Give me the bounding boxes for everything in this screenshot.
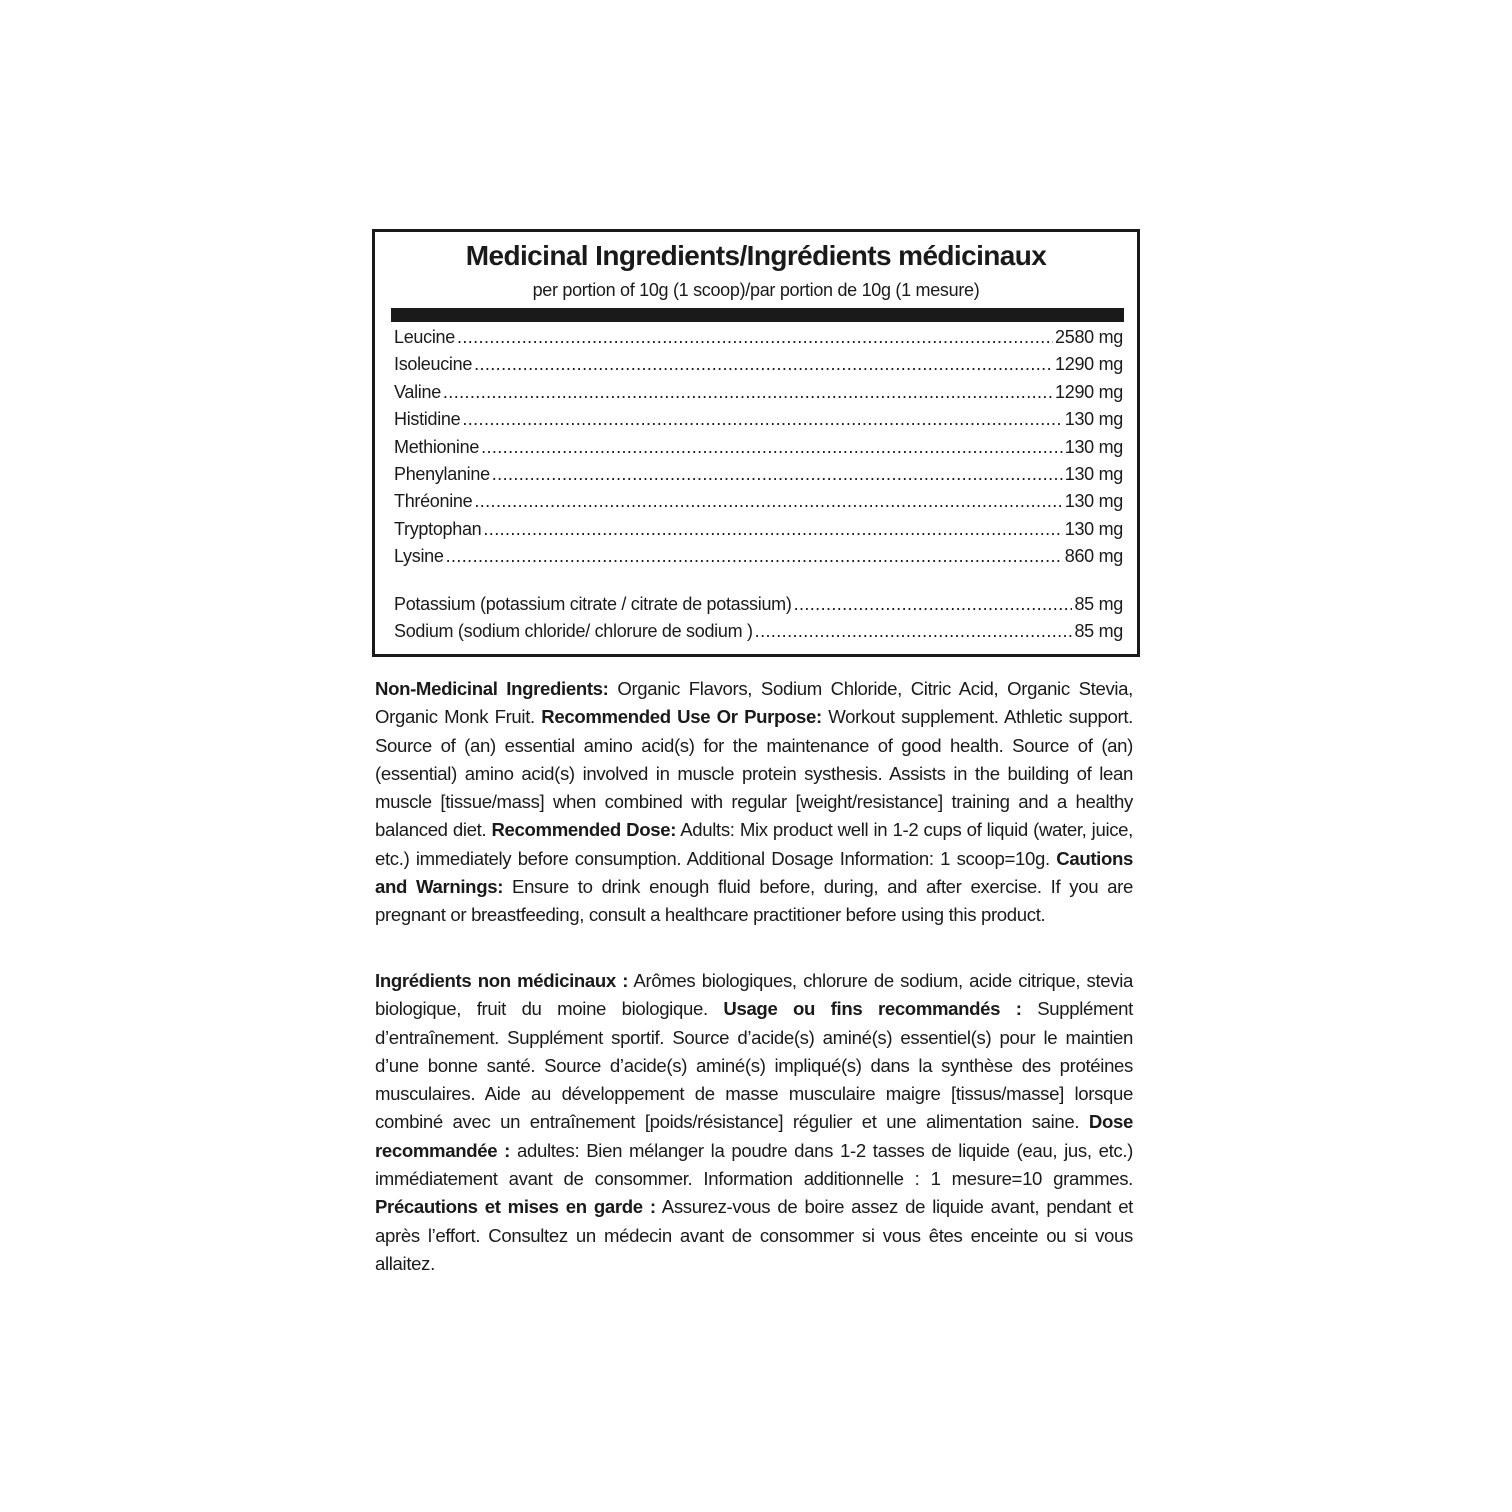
dot-leader <box>483 519 1062 540</box>
dot-leader <box>492 464 1063 485</box>
ingredient-row <box>394 409 1123 436</box>
english-info-paragraph <box>375 675 1133 930</box>
panel-title: Medicinal Ingredients/Ingrédients médicinaux <box>465 240 1047 271</box>
ingredient-amount: 130 mg <box>1064 436 1123 457</box>
usage-text: Supplément d’entraînement. Supplément sportif. Source d’acide(s) aminé(s) essentiel(s) pour le maintien d’une bonne santé. Source d’acide(s) aminé(s) impliqué(s) dans la synthèse des protéines musculaires. Aide au développement de masse musculaire maigre [tissus/masse] lorsque combiné avec un entraînement [poids/résistance] régulier et une alimentation saine. <box>375 998 1133 1133</box>
divider-bar <box>391 308 1124 322</box>
ingredient-row <box>394 491 1123 518</box>
ingredient-amount: 860 mg <box>1064 546 1123 567</box>
usage-heading: Usage ou fins recommandés : <box>723 998 1022 1020</box>
medicinal-ingredients-panel <box>372 229 1140 657</box>
dot-leader <box>481 437 1063 458</box>
ingredient-row <box>394 464 1123 491</box>
ingredient-amount: 130 mg <box>1064 491 1123 512</box>
non-medicinal-heading: Non-Medicinal Ingredients: <box>375 678 609 699</box>
ingredient-name: Phenylanine <box>394 463 490 484</box>
ingredient-row <box>394 382 1123 409</box>
mineral-name: Potassium (potassium citrate / citrate de potassium) <box>394 594 792 614</box>
dot-leader <box>474 491 1062 512</box>
ingredient-row <box>394 519 1123 546</box>
mineral-row <box>394 594 1123 621</box>
recommended-use-heading: Recommended Use Or Purpose: <box>541 706 822 728</box>
non-medicinal-text: Organic Flavors, Sodium Chloride, Citric Acid, Organic Stevia, Organic Monk Fruit. <box>375 678 1133 728</box>
ingredient-name: Lysine <box>394 546 444 567</box>
dose-heading: Dose recommandée : <box>375 1111 1133 1161</box>
ingredients-non-medicinaux-text: Arômes biologiques, chlorure de sodium, acide citrique, stevia biologique, fruit du moine biologique. <box>375 970 1133 1020</box>
ingredient-amount: 2580 mg <box>1055 327 1123 347</box>
precautions-heading: Précautions et mises en garde : <box>375 1196 656 1218</box>
cautions-heading: Cautions and Warnings: <box>375 847 1133 898</box>
recommended-use-text: Workout supplement. Athletic support. Source of (an) essential amino acid(s) for the maintenance of good health. Source of (an) (essential) amino acid(s) involved in muscle protein systhesis. Assists in the building of lean muscle [tissue/mass] when combined with regular [weight/resistance] training and a healthy balanced diet. <box>375 706 1133 841</box>
ingredient-name: Isoleucine <box>394 354 473 375</box>
mineral-amount: 85 mg <box>1074 594 1123 614</box>
recommended-dose-text: Adults: Mix product well in 1-2 cups of liquid (water, juice, etc.) immediately before consumption. Additional Dosage Information: 1 scoop=10g. <box>375 819 1133 869</box>
mineral-name: Sodium (sodium chloride/ chlorure de sodium ) <box>394 621 753 642</box>
dot-leader <box>446 546 1063 567</box>
dot-leader <box>755 621 1073 642</box>
ingredient-row <box>394 437 1123 464</box>
ingredient-name: Histidine <box>394 409 461 430</box>
ingredient-amount: 130 mg <box>1064 409 1123 430</box>
french-info-paragraph <box>375 967 1133 1278</box>
recommended-dose-heading: Recommended Dose: <box>491 819 677 841</box>
ingredient-name: Tryptophan <box>394 518 482 539</box>
cautions-text: Ensure to drink enough fluid before, during, and after exercise. If you are pregnant or breastfeeding, consult a healthcare practitioner before using this product. <box>375 876 1133 926</box>
mineral-amount: 85 mg <box>1074 621 1123 642</box>
ingredient-amount: 130 mg <box>1064 463 1123 484</box>
precautions-text: Assurez-vous de boire assez de liquide avant, pendant et après l’effort. Consultez un médecin avant de consommer si vous êtes enceinte ou si vous allaitez. <box>375 1196 1134 1274</box>
ingredient-name: Leucine <box>394 327 455 347</box>
mineral-list <box>394 594 1123 649</box>
ingredient-row <box>394 546 1123 573</box>
ingredient-name: Thréonine <box>394 491 473 512</box>
dot-leader <box>794 594 1073 615</box>
ingredient-amount: 1290 mg <box>1055 381 1123 402</box>
dot-leader <box>462 409 1062 430</box>
ingredient-name: Valine <box>394 381 441 402</box>
dose-text: adultes: Bien mélanger la poudre dans 1-2 tasses de liquide (eau, jus, etc.) immédiatement avant de consommer. Information additionnelle : 1 mesure=10 grammes. <box>375 1139 1134 1190</box>
dot-leader <box>474 354 1053 375</box>
ingredient-row <box>394 354 1123 381</box>
ingredient-list <box>394 327 1123 574</box>
ingredient-row <box>394 327 1123 354</box>
ingredients-non-medicinaux-heading: Ingrédients non médicinaux : <box>375 970 629 991</box>
ingredient-amount: 1290 mg <box>1055 354 1123 375</box>
dot-leader <box>443 382 1053 403</box>
panel-subtitle: per portion of 10g (1 scoop)/par portion de 10g (1 mesure) <box>532 280 980 300</box>
dot-leader <box>457 327 1053 348</box>
ingredient-amount: 130 mg <box>1064 518 1123 539</box>
mineral-row <box>394 621 1123 648</box>
ingredient-name: Methionine <box>394 436 480 457</box>
